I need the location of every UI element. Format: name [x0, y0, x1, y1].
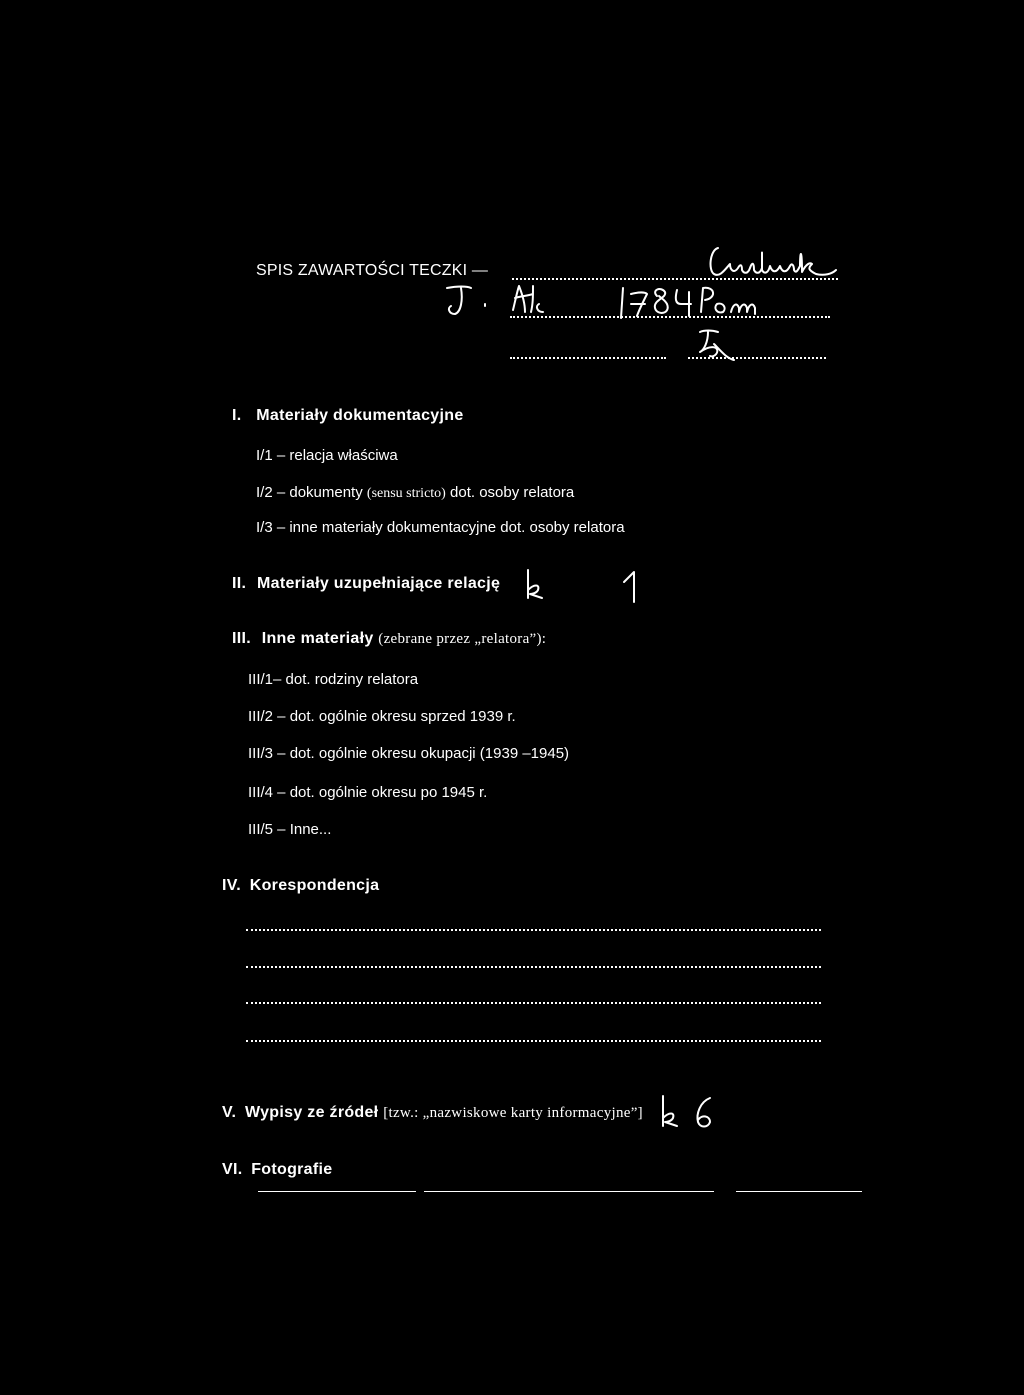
item-1-2-rest: dot. osoby relatora — [450, 484, 575, 501]
item-3-5: III/5 – Inne... — [248, 821, 332, 838]
section-5-heading — [222, 1104, 643, 1122]
section-1-title: Materiały dokumentacyjne — [256, 407, 464, 424]
correspondence-line-2 — [246, 966, 821, 968]
section-2-hand-mark-1 — [620, 568, 646, 606]
item-3-4: III/4 – dot. ogólnie okresu po 1945 r. — [248, 784, 488, 801]
section-1-label: I. — [232, 407, 242, 424]
section-6-label: VI. — [222, 1161, 243, 1178]
header-title: SPIS ZAWARTOŚCI TECZKI — — [256, 262, 489, 279]
item-1-3: I/3 – inne materiały dokumentacyjne dot. osoby relatora — [256, 519, 625, 536]
item-1-1: I/1 – relacja właściwa — [256, 447, 398, 464]
section-2-title: Materiały uzupełniające relację — [257, 575, 501, 592]
section-3-note: (zebrane przez „relatora”): — [378, 631, 547, 647]
section-6-title: Fotografie — [251, 1161, 333, 1178]
item-1-2 — [256, 484, 574, 502]
handwritten-initial — [690, 326, 742, 366]
section-5-note: [tzw.: „nazwiskowe karty informacyjne”] — [383, 1105, 643, 1121]
section-5-hand-mark-k — [655, 1092, 685, 1132]
item-1-2-text: I/2 – dokumenty — [256, 484, 363, 501]
photos-rule-2 — [424, 1191, 714, 1192]
section-5-title: Wypisy ze źródeł — [245, 1104, 379, 1121]
header-line3-dotted-line-a — [510, 357, 666, 359]
section-3-heading — [232, 630, 546, 648]
section-4-label: IV. — [222, 877, 241, 894]
item-3-2: III/2 – dot. ogólnie okresu sprzed 1939 r. — [248, 708, 516, 725]
section-3-title: Inne materiały — [261, 630, 374, 647]
section-6-heading — [222, 1161, 332, 1179]
section-2-hand-mark-k — [520, 566, 550, 602]
item-3-3: III/3 – dot. ogólnie okresu okupacji (1939 –1945) — [248, 745, 570, 762]
section-1-heading — [232, 407, 464, 425]
section-2-label: II. — [232, 575, 247, 592]
photos-rule-3 — [736, 1191, 862, 1192]
header-line3-dotted-line-b — [688, 357, 826, 359]
photos-rule-1 — [258, 1191, 416, 1192]
section-5-label: V. — [222, 1104, 237, 1121]
section-3-label: III. — [232, 630, 251, 647]
correspondence-line-3 — [246, 1002, 821, 1004]
section-5-hand-mark-6 — [690, 1094, 720, 1132]
section-4-title: Korespondencja — [249, 877, 380, 894]
correspondence-line-4 — [246, 1040, 821, 1042]
correspondence-line-1 — [246, 929, 821, 931]
item-3-1: III/1– dot. rodziny relatora — [248, 671, 419, 688]
section-4-heading — [222, 877, 379, 895]
header-line2-dotted-line — [510, 316, 830, 318]
section-2-heading — [232, 575, 500, 593]
handwritten-name-signature — [700, 240, 840, 284]
item-1-2-latin-note: (sensu stricto) — [366, 486, 446, 501]
